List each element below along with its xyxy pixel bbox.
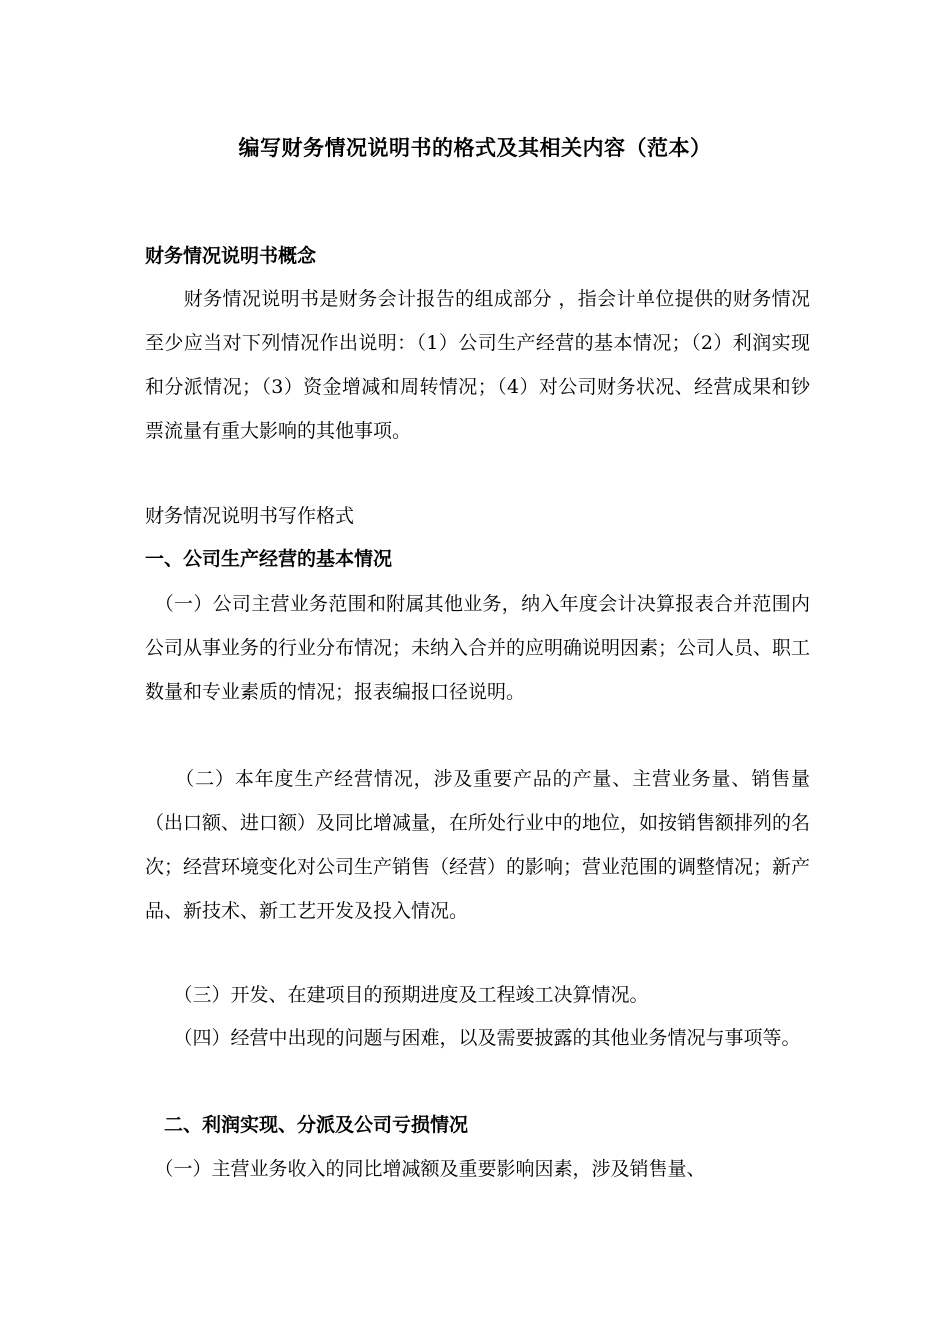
part2-heading: 二、利润实现、分派及公司亏损情况 [145, 1114, 469, 1136]
part1-heading: 一、公司生产经营的基本情况 [145, 548, 393, 570]
concept-paragraph: 财务情况说明书是财务会计报告的组成部分 ，指会计单位提供的财务情况至少应当对下列情况作出说明：（1）公司生产经营的基本情况；（2）利润实现和分派情况；（3）资金增减和周转情况；（4）对公司财务状况、经营成果和钞票流量有重大影响的其他事项。 [145, 288, 810, 442]
part1-item2: （二）本年度生产经营情况，涉及重要产品的产量、主营业务量、销售量（出口额、进口额）及同比增减量，在所处行业中的地位，如按销售额排列的名次；经营环境变化对公司生产销售（经营）的影响；营业范围的调整情况；新产品、新技术、新工艺开发及投入情况。 [145, 768, 811, 922]
part1-item4: （四）经营中出现的问题与困难，以及需要披露的其他业务情况与事项等。 [145, 1027, 801, 1049]
document-title: 编写财务情况说明书的格式及其相关内容（范本） [238, 135, 712, 160]
part1-item1: （一）公司主营业务范围和附属其他业务，纳入年度会计决算报表合并范围内公司从事业务的行业分布情况；未纳入合并的应明确说明因素；公司人员、职工数量和专业素质的情况；报表编报口径说明。 [145, 593, 811, 703]
format-heading: 财务情况说明书写作格式 [145, 505, 355, 527]
concept-heading: 财务情况说明书概念 [145, 245, 317, 267]
part2-item1: （一）主营业务收入的同比增减额及重要影响因素，涉及销售量、 [145, 1158, 706, 1180]
part1-item3: （三）开发、在建项目的预期进度及工程竣工决算情况。 [145, 984, 649, 1006]
